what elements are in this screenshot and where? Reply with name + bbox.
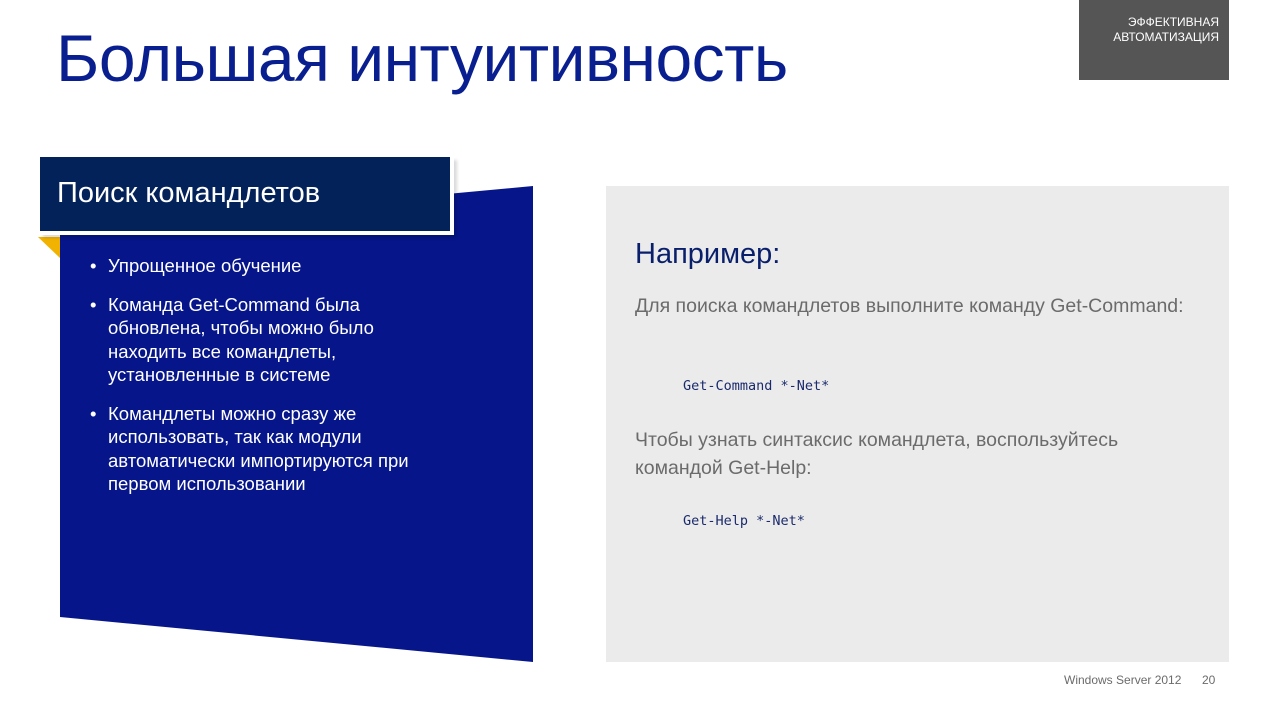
example-paragraph-1: Для поиска командлетов выполните команду Get-Command: bbox=[635, 295, 1184, 317]
bullet-dot: • bbox=[90, 255, 97, 276]
code-example-1: Get-Command *-Net* bbox=[683, 378, 830, 394]
footer-product-name: Windows Server 2012 bbox=[1064, 673, 1182, 687]
bullet-item bbox=[90, 293, 430, 387]
bullet-text: Командлеты можно сразу же использовать, так как модули автоматически импортируются при первом использовании bbox=[108, 402, 409, 494]
section-tag-line-2: АВТОМАТИЗАЦИЯ bbox=[1113, 30, 1219, 44]
example-paragraph-2: Чтобы узнать синтаксис командлета, воспользуйтесь командой Get-Help: bbox=[635, 429, 1119, 479]
bullet-dot: • bbox=[90, 402, 97, 424]
example-panel bbox=[606, 186, 1229, 662]
section-tag-line-1: ЭФФЕКТИВНАЯ bbox=[1127, 15, 1219, 29]
page-number: 20 bbox=[1202, 673, 1216, 687]
bullet-dot: • bbox=[90, 293, 97, 315]
yellow-fold-accent bbox=[38, 237, 60, 258]
feature-bullet-list bbox=[90, 254, 430, 511]
bullet-text: Упрощенное обучение bbox=[108, 255, 302, 276]
section-heading: Поиск командлетов bbox=[57, 177, 321, 209]
slide-title: Большая интуитивность bbox=[56, 21, 788, 95]
bullet-text: Команда Get-Command была обновлена, чтобы можно было находить все командлеты, установленные в системе bbox=[108, 293, 374, 385]
bullet-item bbox=[90, 402, 430, 496]
example-heading: Например: bbox=[635, 238, 781, 270]
code-example-2: Get-Help *-Net* bbox=[683, 513, 805, 529]
section-heading-box bbox=[40, 157, 454, 235]
bullet-item bbox=[90, 254, 430, 278]
